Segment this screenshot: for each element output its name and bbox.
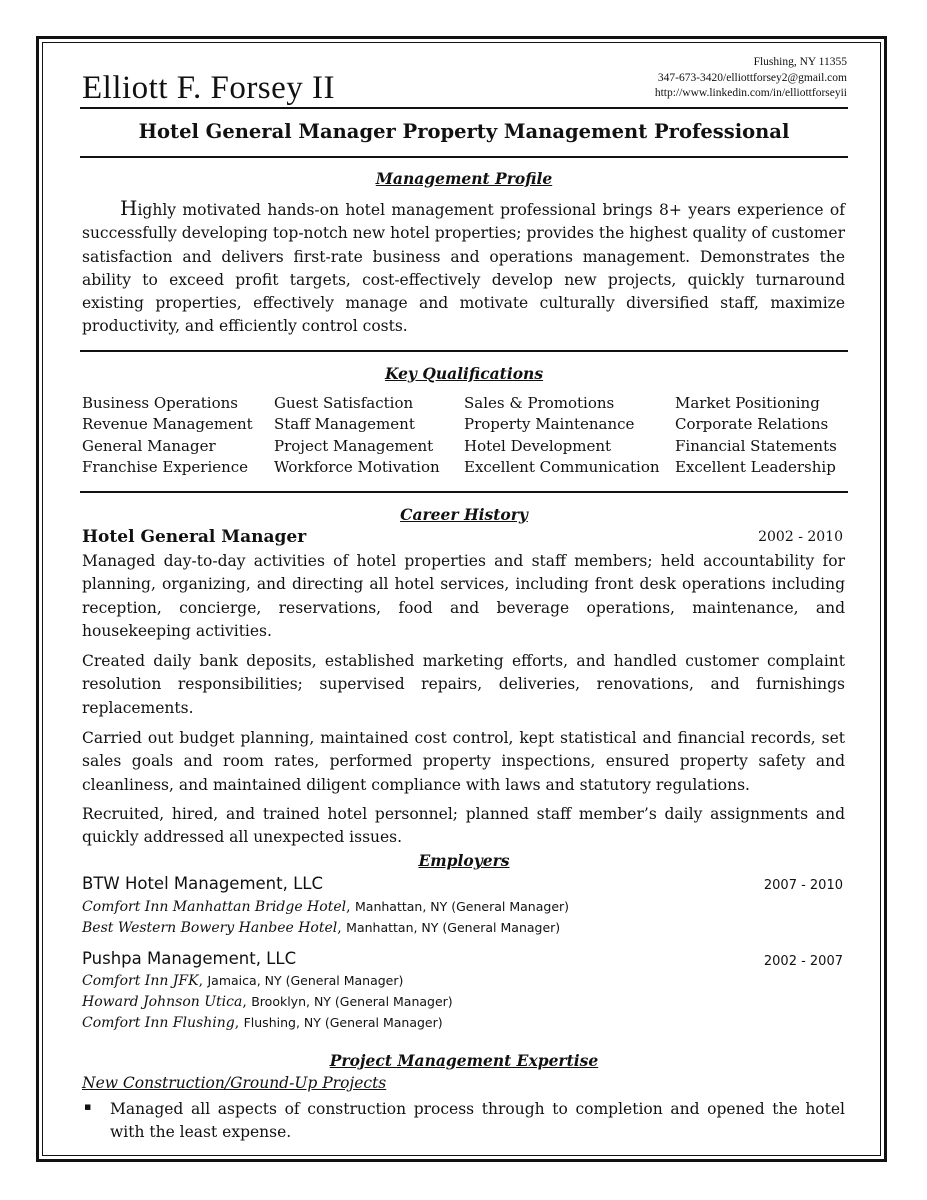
qualification-item: Hotel Development	[464, 436, 612, 455]
section-title-profile: Management Profile	[375, 169, 553, 188]
qualifications-column-4	[675, 393, 837, 478]
qualification-item: Corporate Relations	[675, 415, 829, 434]
hotel-name: Comfort Inn Flushing	[82, 1015, 235, 1031]
qualifications-column-2	[274, 393, 440, 478]
hotel-detail: Jamaica, NY (General Manager)	[207, 973, 404, 988]
employer-location: Comfort Inn Flushing, Flushing, NY (General Manager)	[82, 1015, 443, 1031]
profile-text: ighly motivated hands-on hotel management professional brings 8+ years experience of successfully developing top-notch new hotel properties; provides the highest quality of customer satisfaction and delivers first-rate business and operations management. Demonstrates the ability to exceed profit targets, cost-effectively develop new projects, quickly turnaround existing properties, effectively manage and motivate culturally diversified staff, maximize productivity, and efficiently control costs.	[82, 201, 845, 336]
bullet-marker: ▪	[84, 1100, 92, 1113]
hotel-detail: Flushing, NY (General Manager)	[243, 1015, 443, 1030]
project-subtitle: New Construction/Ground-Up Projects	[82, 1074, 387, 1092]
qualifications-column-1	[82, 393, 253, 478]
contact-linkedin: http://www.linkedin.com/in/elliottforseyii	[654, 87, 847, 99]
hotel-name: Best Western Bowery Hanbee Hotel	[82, 920, 338, 936]
hotel-name: Comfort Inn JFK	[82, 973, 199, 989]
job-dates: 2002 - 2010	[758, 529, 843, 545]
hotel-name: Comfort Inn Manhattan Bridge Hotel	[82, 899, 347, 915]
employer-location: Best Western Bowery Hanbee Hotel, Manhattan, NY (General Manager)	[82, 920, 561, 936]
section-title-project: Project Management Expertise	[329, 1051, 599, 1070]
profile-dropcap: H	[120, 196, 138, 220]
qualification-item: Project Management	[274, 436, 434, 455]
section-title-qualifications: Key Qualifications	[384, 364, 544, 383]
career-paragraph-3: Carried out budget planning, maintained cost control, kept statistical and financial records, set sales goals and room rates, performed property inspections, ensured property safety and cleanliness, and maintained diligent compliance with laws and statutory regulations.	[82, 729, 845, 794]
candidate-name: Elliott F. Forsey II	[82, 70, 336, 106]
employer-name: BTW Hotel Management, LLC	[82, 874, 323, 893]
qualifications-rule	[80, 491, 848, 493]
employer-dates: 2002 - 2007	[763, 954, 843, 969]
hotel-name: Howard Johnson Utica	[82, 994, 243, 1010]
qualification-item: Franchise Experience	[82, 457, 249, 476]
qualification-item: Financial Statements	[675, 436, 837, 455]
contact-phone-email: 347-673-3420/elliottforsey2@gmail.com	[657, 72, 847, 84]
qualification-item: Market Positioning	[675, 394, 820, 412]
qualifications-column-3	[464, 393, 660, 478]
qualification-item: Guest Satisfaction	[274, 394, 414, 412]
profile-paragraph	[82, 197, 845, 339]
career-paragraph-1: Managed day-to-day activities of hotel properties and staff members; held accountability for planning, organizing, and directing all hotel services, including front desk operations including reception, concierge, reservations, food and beverage operations, maintenance, and housekeeping activities.	[82, 552, 845, 640]
qualification-item: Excellent Communication	[464, 457, 660, 476]
employer-name: Pushpa Management, LLC	[82, 949, 297, 968]
profile-rule	[80, 350, 848, 352]
employer-location: Comfort Inn Manhattan Bridge Hotel, Manhattan, NY (General Manager)	[82, 899, 570, 915]
employer-location: Howard Johnson Utica, Brooklyn, NY (General Manager)	[82, 994, 453, 1010]
job-title: Hotel General Manager	[82, 527, 307, 547]
qualification-item: Workforce Motivation	[274, 457, 440, 476]
career-paragraph-2: Created daily bank deposits, established marketing efforts, and handled customer complaint resolution responsibilities; supervised repairs, deliveries, renovations, and furnishings replacements.	[82, 652, 845, 717]
hotel-detail: Manhattan, NY (General Manager)	[346, 920, 561, 935]
hotel-detail: Manhattan, NY (General Manager)	[355, 899, 570, 914]
career-paragraph-4: Recruited, hired, and trained hotel personnel; planned staff member’s daily assignments and quickly addressed all unexpected issues.	[82, 805, 845, 847]
hotel-detail: Brooklyn, NY (General Manager)	[251, 994, 453, 1009]
qualification-item: Excellent Leadership	[675, 457, 836, 476]
employer-dates: 2007 - 2010	[763, 878, 843, 893]
header-rule-top	[80, 107, 848, 109]
headline: Hotel General Manager Property Management Professional	[138, 120, 790, 143]
employer-location: Comfort Inn JFK, Jamaica, NY (General Manager)	[82, 973, 404, 989]
qualification-item: General Manager	[82, 436, 216, 455]
qualification-item: Business Operations	[82, 394, 238, 412]
section-title-employers: Employers	[418, 851, 510, 870]
project-bullet-text: Managed all aspects of construction process through to completion and opened the hotel with the least expense.	[110, 1100, 845, 1142]
qualification-item: Staff Management	[274, 415, 415, 434]
section-title-career: Career History	[400, 505, 528, 524]
header-rule-bottom	[80, 156, 848, 158]
qualification-item: Sales & Promotions	[464, 394, 615, 412]
contact-location: Flushing, NY 11355	[753, 56, 847, 68]
qualification-item: Revenue Management	[82, 415, 253, 434]
qualification-item: Property Maintenance	[464, 415, 635, 434]
